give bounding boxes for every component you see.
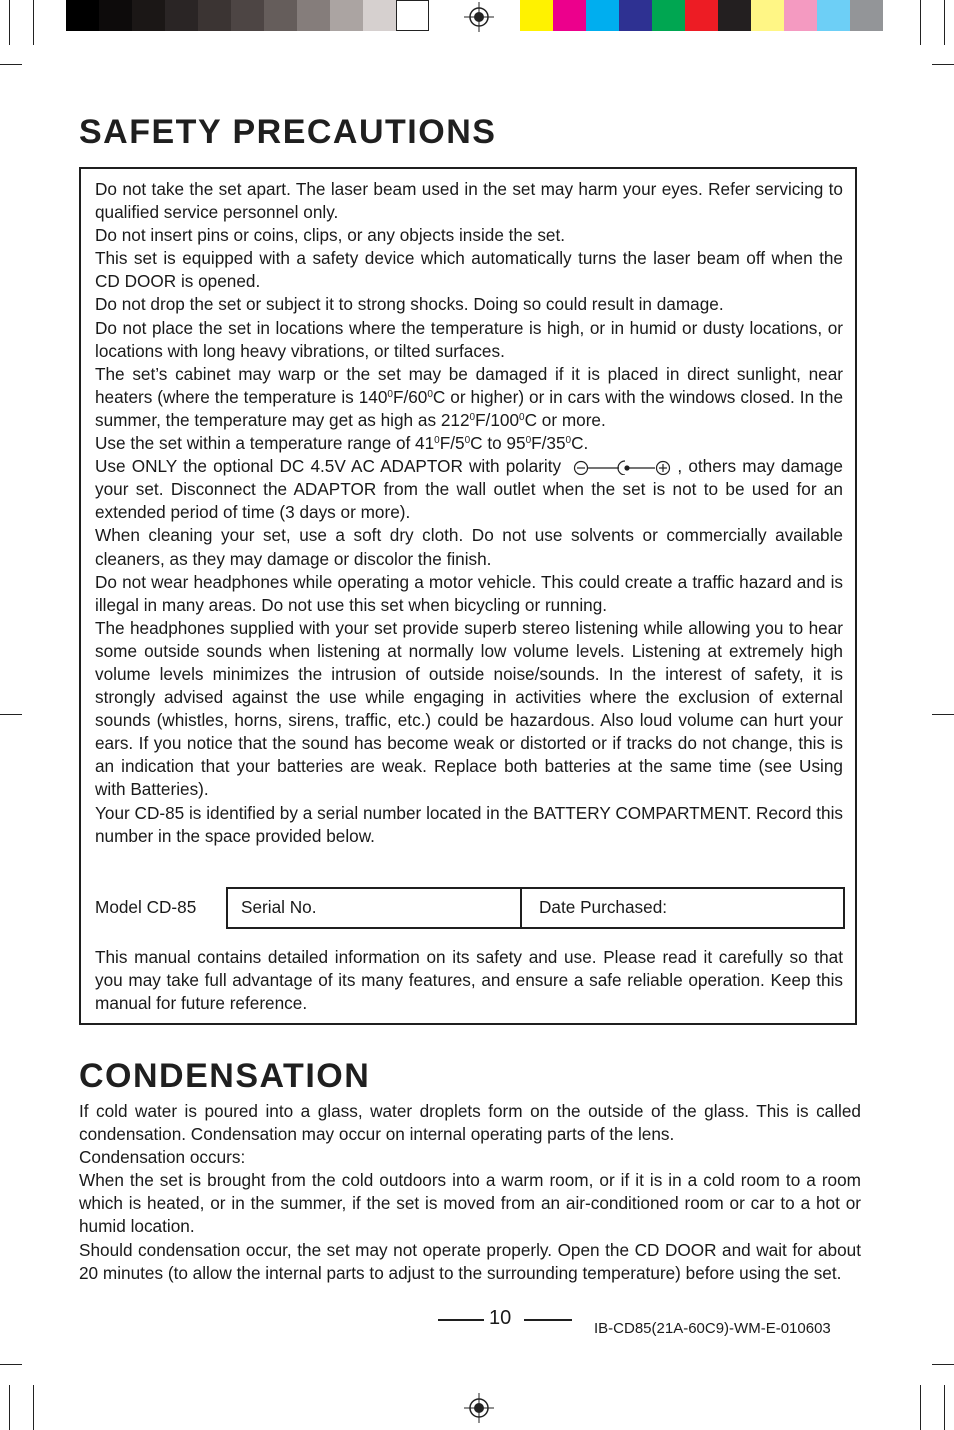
crop-mark (0, 64, 22, 65)
color-swatch (685, 0, 718, 31)
model-label: Model CD-85 (95, 897, 197, 917)
degree-mark: 0 (565, 435, 572, 447)
color-swatch (817, 0, 850, 31)
safety-paragraph: When cleaning your set, use a soft dry cloth. Do not use solvents or commercially available cleaners, as they may damage or discolor the finish. (95, 525, 843, 569)
color-swatch (553, 0, 586, 31)
degree-mark: 0 (387, 388, 393, 400)
degree-mark: 0 (434, 435, 440, 447)
color-swatch (751, 0, 784, 31)
registration-mark-icon (464, 2, 494, 32)
date-purchased-field: Date Purchased: (539, 897, 668, 917)
color-swatch (231, 0, 264, 31)
text-fragment: F/5 (439, 433, 465, 454)
condensation-paragraph: Condensation occurs: (79, 1147, 246, 1168)
text-fragment: F/35 (531, 433, 566, 454)
safety-heading: SAFETY PRECAUTIONS (79, 113, 497, 151)
color-swatch (99, 0, 132, 31)
safety-paragraph: Do not drop the set or subject it to strong shocks. Doing so could result in damage. (95, 294, 724, 315)
degree-mark: 0 (525, 435, 532, 447)
condensation-paragraph: Should condensation occur, the set may not operate properly. Open the CD DOOR and wait for about 20 minutes (to allow the internal parts to adjust to the surrounding temperature) before using the set. (79, 1239, 861, 1283)
text-fragment: C or higher) or in cars with the windows closed. In the summer, the temperature may get as high as 212 (95, 386, 844, 430)
text-fragment: The set’s cabinet may warp or the set may be damaged if it is placed in direct sunlight, near heaters (where the temperature is 140 (95, 363, 843, 407)
text-fragment: F/60 (392, 386, 428, 407)
text-fragment: F/100 (475, 409, 520, 430)
crop-mark (9, 1385, 10, 1430)
color-swatch (619, 0, 652, 31)
serial-record-row (95, 887, 857, 929)
color-swatch (264, 0, 297, 31)
condensation-paragraph: When the set is brought from the cold outdoors into a warm room, or if it is in a cold room to a room which is heated, or in the summer, if the set is moved from an air-conditioned room or car to a hot or humid location. (79, 1170, 861, 1237)
color-swatch (520, 0, 553, 31)
crop-mark (932, 714, 954, 715)
safety-paragraph: Do not wear headphones while operating a motor vehicle. This could create a traffic hazard and is illegal in many areas. Do not use this set when bicycling or running. (95, 571, 843, 615)
serial-record-table (226, 887, 845, 929)
color-swatch (363, 0, 396, 31)
text-fragment: , others may damage your set. Disconnect the ADAPTOR from the wall outlet when the set is not to be used for an extended period of time (3 days or more). (95, 456, 843, 523)
color-swatch (850, 0, 883, 31)
condensation-paragraph: If cold water is poured into a glass, water droplets form on the outside of the glass. This is called condensation. Condensation may occur on internal operating parts of the lens. (79, 1101, 861, 1145)
safety-paragraph-adaptor (95, 455, 843, 524)
safety-paragraph-range (95, 432, 843, 455)
color-swatch (396, 0, 429, 31)
color-swatch (66, 0, 99, 31)
color-swatch (784, 0, 817, 31)
degree-mark: 0 (469, 411, 476, 423)
document-code: IB-CD85(21A-60C9)-WM-E-010603 (594, 1320, 831, 1337)
safety-box (79, 167, 857, 1025)
crop-mark (932, 1364, 954, 1365)
safety-paragraph: The headphones supplied with your set provide superb stereo listening while allowing you to hear some outside sounds when listening at normally low volume levels. Listening at extremely high volume levels minimizes the intrusion of outside noise/sounds. In the interest of safety, it is strongly advised against the use while engaging in activities where the exclusion of external sounds (whistles, horns, sirens, traffic, etc.) could be hazardous. Also loud volume can hurt your ears. If you notice that the sound has become weak or distorted or if tracks do not change, this is an indication that your batteries are weak. Replace both batteries at the same time (see Using with Batteries). (95, 617, 843, 800)
condensation-text (79, 1100, 861, 1285)
condensation-heading: CONDENSATION (79, 1057, 371, 1095)
color-swatch (165, 0, 198, 31)
degree-mark: 0 (519, 411, 525, 423)
crop-mark (932, 64, 954, 65)
text-fragment: Use ONLY the optional DC 4.5V AC ADAPTOR with polarity (95, 456, 562, 477)
color-swatch (718, 0, 751, 31)
crop-mark (920, 0, 921, 45)
crop-mark (9, 0, 10, 45)
color-swatch (198, 0, 231, 31)
crop-mark (944, 0, 945, 45)
crop-mark (33, 0, 34, 45)
manual-note: This manual contains detailed information on its safety and use. Please read it carefully so that you may take full advantage of its many features, and ensure a safe reliable operation. Keep this manual for future reference. (95, 947, 843, 1014)
safety-paragraph: This set is equipped with a safety device which automatically turns the laser beam off when the CD DOOR is opened. (95, 248, 843, 292)
page-number-rule-left (438, 1319, 484, 1321)
color-swatch (330, 0, 363, 31)
crop-mark (33, 1385, 34, 1430)
crop-mark (0, 1364, 22, 1365)
crop-mark (0, 714, 22, 715)
crop-mark (944, 1385, 945, 1430)
page-number-rule-right (524, 1319, 572, 1321)
color-swatch (297, 0, 330, 31)
crop-mark (920, 1385, 921, 1430)
color-swatch (586, 0, 619, 31)
process-color-bar (520, 0, 883, 31)
registration-mark-icon (464, 1393, 494, 1423)
safety-paragraph: Do not place the set in locations where the temperature is high, or in humid or dusty locations, or locations with long heavy vibrations, or tilted surfaces. (95, 317, 843, 361)
text-fragment: C. (571, 433, 589, 454)
safety-paragraph: Do not insert pins or coins, clips, or any objects inside the set. (95, 225, 566, 246)
polarity-symbol-icon (573, 459, 677, 475)
safety-text (95, 178, 843, 848)
degree-mark: 0 (464, 435, 471, 447)
safety-paragraph: Do not take the set apart. The laser beam used in the set may harm your eyes. Refer servicing to qualified service personnel only. (95, 179, 843, 223)
color-swatch (652, 0, 685, 31)
text-fragment: Use the set within a temperature range of 41 (95, 433, 435, 454)
color-swatch (132, 0, 165, 31)
safety-paragraph-temperature (95, 363, 843, 432)
degree-mark: 0 (427, 388, 433, 400)
page-number: 10 (489, 1307, 512, 1329)
grayscale-color-bar (66, 0, 429, 31)
safety-paragraph: Your CD-85 is identified by a serial number located in the BATTERY COMPARTMENT. Record this number in the space provided below. (95, 802, 843, 846)
text-fragment: C or more. (524, 409, 606, 430)
text-fragment: C to 95 (470, 433, 526, 454)
serial-number-field: Serial No. (228, 889, 522, 927)
